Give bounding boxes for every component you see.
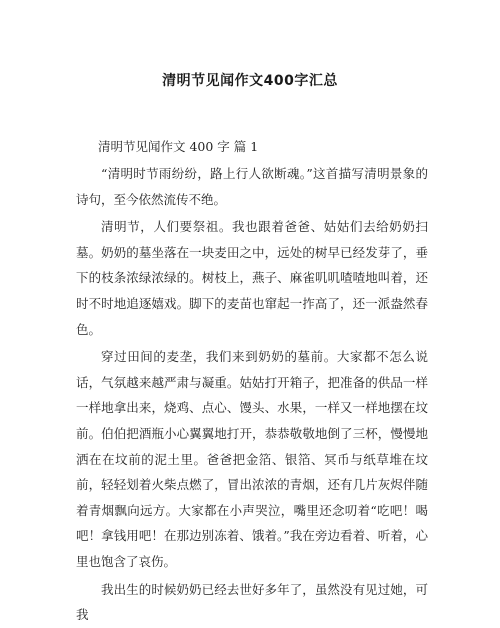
article-body — [76, 134, 428, 628]
paragraph-3: 穿过田间的麦垄，我们来到奶奶的墓前。大家都不怎么说话，气氛越来越严肃与凝重。姑姑打开箱子，把准备的供品一样一样地拿出来，烧鸡、点心、馒头、水果，一样又一样地摆在坟前。伯伯把酒瓶小心翼翼地打开，恭恭敬敬地倒了三杯，慢慢地洒在在坟前的泥土里。爸爸把金箔、银箔、冥币与纸草堆在坟前，轻轻划着火柴点燃了，冒出浓浓的青烟，还有几片灰烬伴随着青烟飘向远方。大家都在小声哭泣，嘴里还念叨着“吃吧！喝吧！拿钱用吧！在那边别冻着、饿着。”我在旁边看着、听着，心里也饱含了哀伤。 — [76, 349, 428, 569]
paragraph-2: 清明节，人们要祭祖。我也跟着爸爸、姑姑们去给奶奶扫墓。奶奶的墓坐落在一块麦田之中，远处的树早已经发芽了，垂下的枝条浓绿浓绿的。树枝上，燕子、麻雀叽叽喳喳地叫着，还时不时地追逐嬉戏。脚下的麦苗也窜起一拃高了，还一派盎然春色。 — [76, 219, 428, 337]
section-heading: 清明节见闻作文 400 字 篇 1 — [98, 139, 259, 154]
paragraph-4: 我出生的时候奶奶已经去世好多年了，虽然没有见过她，可我 — [76, 581, 428, 623]
paragraph-1: “清明时节雨纷纷，路上行人欲断魂。”这首描写清明景象的诗句，至今依然流传不绝。 — [76, 166, 428, 207]
document-title: 清明节见闻作文400字汇总 — [162, 73, 338, 89]
